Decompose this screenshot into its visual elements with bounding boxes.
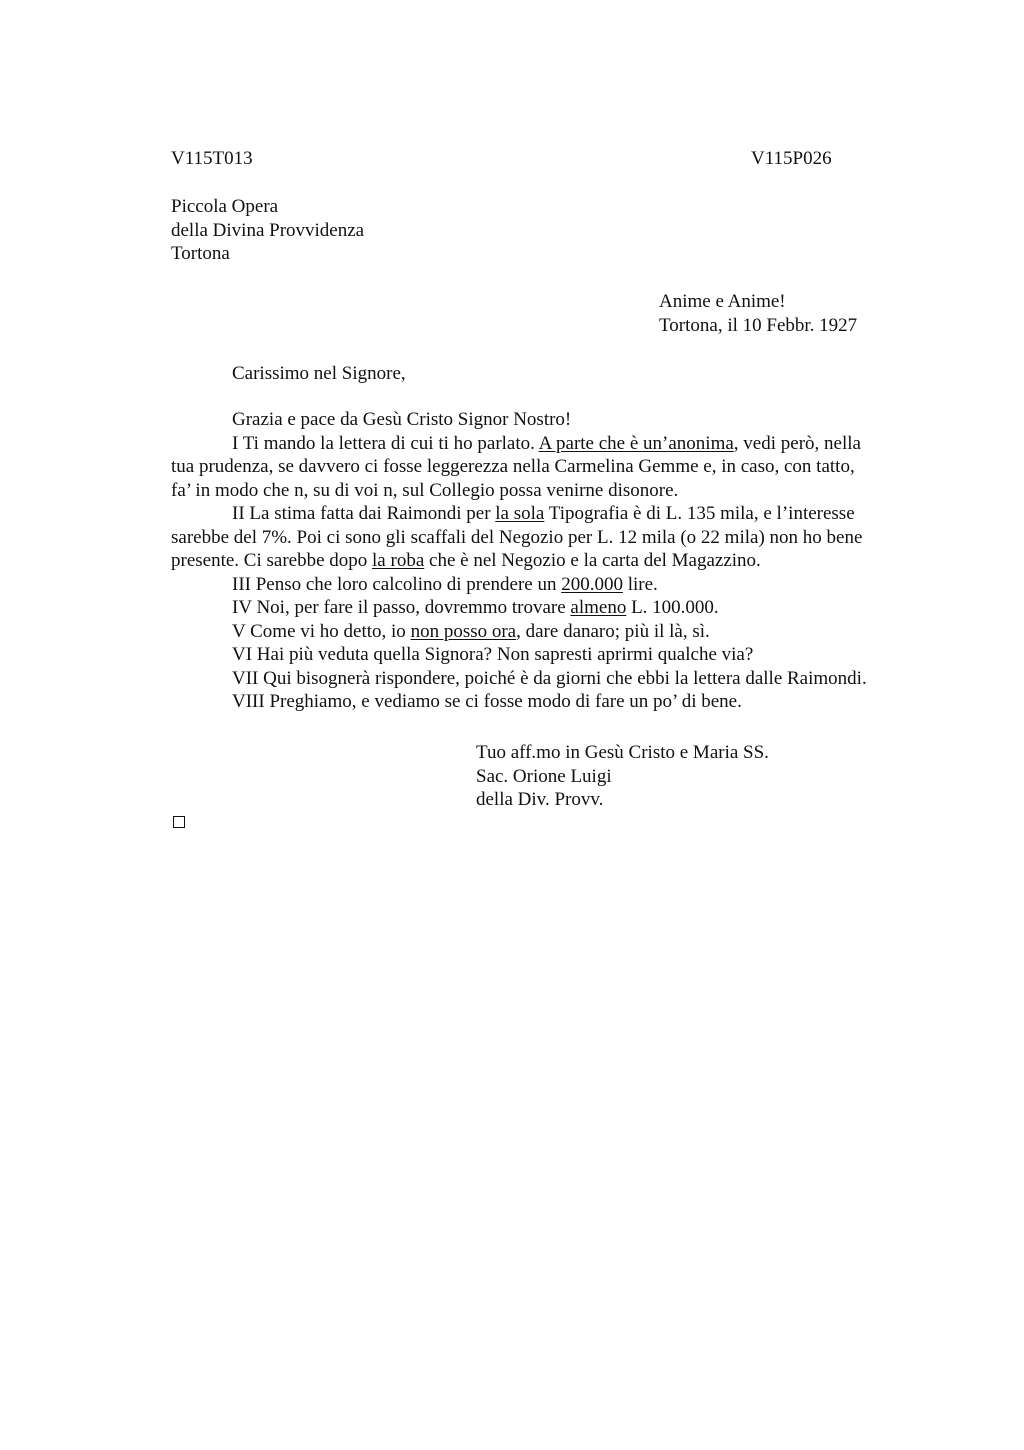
point-2-line-3-underlined: la roba (372, 550, 425, 571)
point-4-underlined: almeno (570, 597, 627, 618)
motto: Anime e Anime! (659, 291, 786, 312)
point-3 (171, 573, 951, 597)
greeting: Grazia e pace da Gesù Cristo Signor Nostro! (232, 409, 572, 430)
letterhead (171, 195, 364, 266)
signature (476, 741, 769, 812)
point-5-underlined: non posso ora (410, 620, 517, 642)
point-1-line-2: tua prudenza, se davvero ci fosse leggerezza nella Carmelina Gemme e, in caso, con tatto, (171, 456, 855, 477)
point-4 (171, 596, 951, 620)
place-date: Tortona, il 10 Febbr. 1927 (659, 314, 858, 336)
letter-body (171, 408, 951, 714)
point-7: VII Qui bisognerà rispondere, poiché è da giorni che ebbi la lettera dalle Raimondi. (232, 667, 867, 689)
letterhead-line-2: della Divina Provvidenza (171, 219, 365, 241)
point-5 (171, 620, 951, 644)
end-marker-square-icon (173, 816, 185, 828)
point-5-text: V Come vi ho detto, io (232, 620, 411, 642)
signature-line-3: della Div. Provv. (476, 789, 604, 810)
point-3-underlined: 200.000 (561, 573, 623, 595)
point-1-line-1 (171, 432, 951, 456)
signature-line-2: Sac. Orione Luigi (476, 765, 612, 787)
point-2-line-3 (171, 549, 951, 573)
letterhead-line-3: Tortona (171, 243, 230, 264)
point-2-line-3-text: presente. Ci sarebbe dopo (171, 550, 373, 571)
point-1-text: I Ti mando la lettera di cui ti ho parlato. (232, 432, 539, 454)
document-code-right: V115P026 (751, 148, 832, 169)
point-2-line-3-text-cont: che è nel Negozio e la carta del Magazzino. (424, 550, 761, 571)
point-3-text: III Penso che loro calcolino di prendere un (232, 573, 562, 595)
salutation: Carissimo nel Signore, (232, 363, 406, 384)
point-1-line-3: fa’ in modo che n, su di voi n, sul Collegio possa venirne disonore. (171, 479, 679, 501)
point-2-text-cont: Tipografia è di L. 135 mila, e l’interesse (544, 503, 855, 524)
point-8: VIII Preghiamo, e vediamo se ci fosse modo di fare un po’ di bene. (232, 691, 742, 712)
point-4-text-cont: L. 100.000. (626, 597, 719, 618)
document-code-left: V115T013 (171, 148, 253, 169)
signature-line-1: Tuo aff.mo in Gesù Cristo e Maria SS. (476, 742, 769, 763)
point-5-text-cont: , dare danaro; più il là, sì. (516, 620, 710, 642)
point-2-line-1 (171, 502, 951, 526)
point-2-text: II La stima fatta dai Raimondi per (232, 503, 496, 524)
letterhead-line-1: Piccola Opera (171, 196, 279, 217)
point-1-underlined: A parte che è un’anonima (538, 432, 734, 454)
dateline (659, 290, 857, 337)
point-4-text: IV Noi, per fare il passo, dovremmo trovare (232, 597, 571, 618)
point-2-line-2: sarebbe del 7%. Poi ci sono gli scaffali del Negozio per L. 12 mila (o 22 mila) non ho bene (171, 526, 863, 548)
point-2-underlined: la sola (495, 503, 545, 524)
point-1-text-cont: , vedi però, nella (733, 432, 861, 454)
point-6: VI Hai più veduta quella Signora? Non sapresti aprirmi qualche via? (232, 644, 754, 665)
point-3-text-cont: lire. (622, 573, 658, 595)
